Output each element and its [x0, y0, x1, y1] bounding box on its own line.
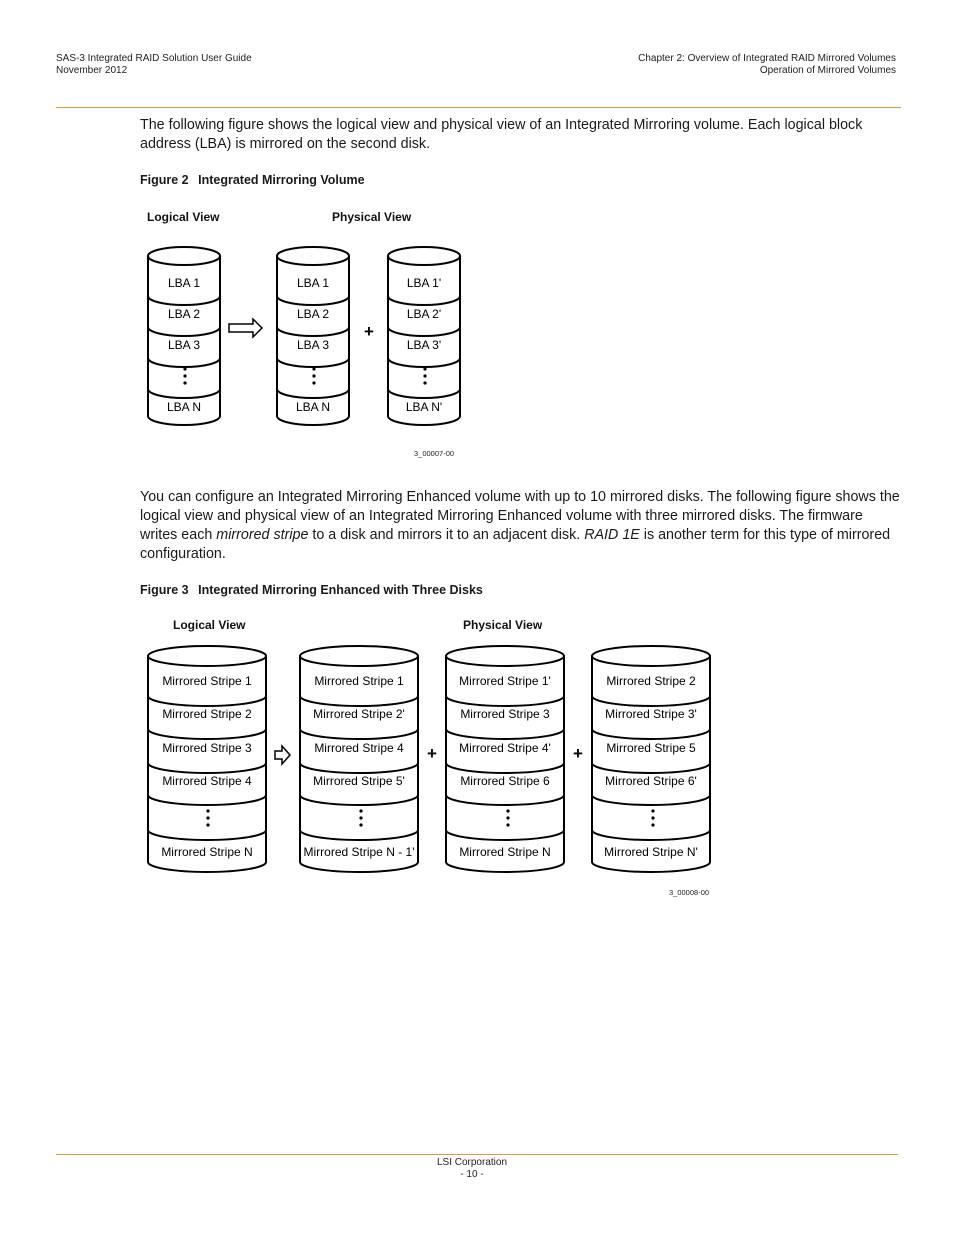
document-date: November 2012 — [56, 65, 128, 76]
figure2-logical-ellipsis — [183, 367, 186, 384]
figure2-physical2-lba-3: LBA 3' — [406, 338, 442, 352]
paragraph-ime-text-2: to a disk and mirrors it to an adjacent disk. — [308, 527, 585, 543]
figure3-physical3-ellipsis — [651, 809, 654, 826]
figure2-physical2-ellipsis — [423, 367, 426, 384]
figure3-logical-stripe-2: Mirrored Stripe 2 — [162, 707, 252, 721]
figure3-figure-id: 3_00008-00 — [669, 888, 710, 897]
figure2-figure-id: 3_00007-00 — [414, 449, 455, 458]
figure3-logical-stripe-1: Mirrored Stripe 1 — [162, 674, 252, 688]
figure3-physical3-stripe-1: Mirrored Stripe 2 — [606, 674, 696, 688]
figure2-number: Figure 2 — [140, 173, 189, 187]
figure3-logical-stripe-3: Mirrored Stripe 3 — [162, 741, 252, 755]
figure2-title: Integrated Mirroring Volume — [198, 173, 365, 187]
figure3-logical-stripe-4: Mirrored Stripe 4 — [162, 774, 252, 788]
figure2-physical-disk-1 — [277, 247, 349, 425]
page-footer — [0, 1157, 944, 1181]
paragraph-ime-text-1: You can configure an Integrated Mirroring Enhanced volume with up to 10 mirrored disks. The following figure shows the logical view and physical view of an Integrated Mirroring Enhanced volume with three mirrored disks. The firmware writes each — [140, 489, 900, 543]
section-title: Operation of Mirrored Volumes — [759, 65, 896, 76]
figure3-physical2-stripe-4: Mirrored Stripe 6 — [460, 774, 550, 788]
figure3-caption — [140, 583, 483, 597]
figure3-physical3-stripe-3: Mirrored Stripe 5 — [606, 741, 696, 755]
paragraph-intro: The following figure shows the logical view and physical view of an Integrated Mirroring volume. Each logical block address (LBA) is mirrored on the second disk. — [140, 117, 863, 152]
paragraph-ime — [140, 488, 900, 564]
figure3-physical1-stripe-1: Mirrored Stripe 1 — [314, 674, 404, 688]
figure2-caption — [140, 173, 365, 187]
header-rule — [56, 107, 901, 108]
figure3-diagram — [130, 608, 730, 903]
figure3-physical1-ellipsis — [359, 809, 362, 826]
figure3-physical2-stripe-n: Mirrored Stripe N — [459, 845, 551, 859]
document-title: SAS-3 Integrated RAID Solution User Guide — [56, 53, 252, 64]
page-number: - 10 - — [460, 1169, 484, 1180]
figure3-logical-ellipsis — [206, 809, 209, 826]
figure2-logical-lba-1: LBA 1 — [167, 276, 201, 290]
figure2-logical-view-label: Logical View — [147, 210, 220, 224]
paragraph-ime-term-1: mirrored stripe — [216, 527, 309, 543]
figure2-physical1-lba-2: LBA 2 — [296, 307, 330, 321]
figure3-physical3-stripe-2: Mirrored Stripe 3' — [605, 707, 697, 721]
figure2-physical2-lba-1: LBA 1' — [406, 276, 442, 290]
figure2-arrow-icon — [229, 319, 262, 337]
figure3-arrow-icon — [275, 746, 290, 764]
figure3-physical2-stripe-1: Mirrored Stripe 1' — [459, 674, 551, 688]
figure2-diagram — [130, 200, 490, 465]
footer-rule — [56, 1154, 898, 1155]
figure3-logical-view-label: Logical View — [173, 618, 246, 632]
figure3-number: Figure 3 — [140, 583, 189, 597]
figure2-logical-lba-3: LBA 3 — [167, 338, 201, 352]
figure3-physical-view-label: Physical View — [463, 618, 543, 632]
figure3-physical2-stripe-2: Mirrored Stripe 3 — [460, 707, 550, 721]
paragraph-ime-text-3: is another term for this type of mirrored configuration. — [140, 527, 891, 562]
footer-company: LSI Corporation — [436, 1157, 508, 1168]
figure2-plus-sign: + — [364, 322, 374, 341]
figure2-physical1-ellipsis — [312, 367, 315, 384]
figure3-plus-sign-2: + — [573, 744, 583, 763]
figure3-physical3-stripe-n: Mirrored Stripe N' — [604, 845, 698, 859]
figure2-logical-lba-2: LBA 2 — [167, 307, 201, 321]
figure3-physical1-stripe-4: Mirrored Stripe 5' — [313, 774, 405, 788]
figure2-physical1-lba-n: LBA N — [295, 400, 331, 414]
figure3-physical2-stripe-3: Mirrored Stripe 4' — [459, 741, 551, 755]
figure3-physical1-stripe-n: Mirrored Stripe N - 1' — [303, 845, 415, 859]
running-header-left — [56, 53, 252, 77]
figure3-physical2-ellipsis — [506, 809, 509, 826]
paragraph-ime-term-2: RAID 1E — [584, 527, 640, 543]
figure2-logical-disk — [148, 247, 220, 425]
figure2-physical1-lba-3: LBA 3 — [296, 338, 330, 352]
figure2-logical-lba-n: LBA N — [166, 400, 202, 414]
figure3-physical1-stripe-3: Mirrored Stripe 4 — [314, 741, 404, 755]
figure3-physical3-stripe-4: Mirrored Stripe 6' — [605, 774, 697, 788]
figure3-title: Integrated Mirroring Enhanced with Three Disks — [198, 583, 483, 597]
figure3-logical-stripe-n: Mirrored Stripe N — [161, 845, 253, 859]
figure2-physical2-lba-2: LBA 2' — [406, 307, 442, 321]
figure2-physical1-lba-1: LBA 1 — [296, 276, 330, 290]
figure2-physical-view-label: Physical View — [332, 210, 412, 224]
chapter-title: Chapter 2: Overview of Integrated RAID Mirrored Volumes — [638, 53, 896, 64]
figure3-physical1-stripe-2: Mirrored Stripe 2' — [313, 707, 405, 721]
figure2-physical-disk-2 — [388, 247, 460, 425]
figure3-plus-sign-1: + — [427, 744, 437, 763]
figure2-physical2-lba-n: LBA N' — [405, 400, 443, 414]
running-header-right — [638, 53, 896, 77]
